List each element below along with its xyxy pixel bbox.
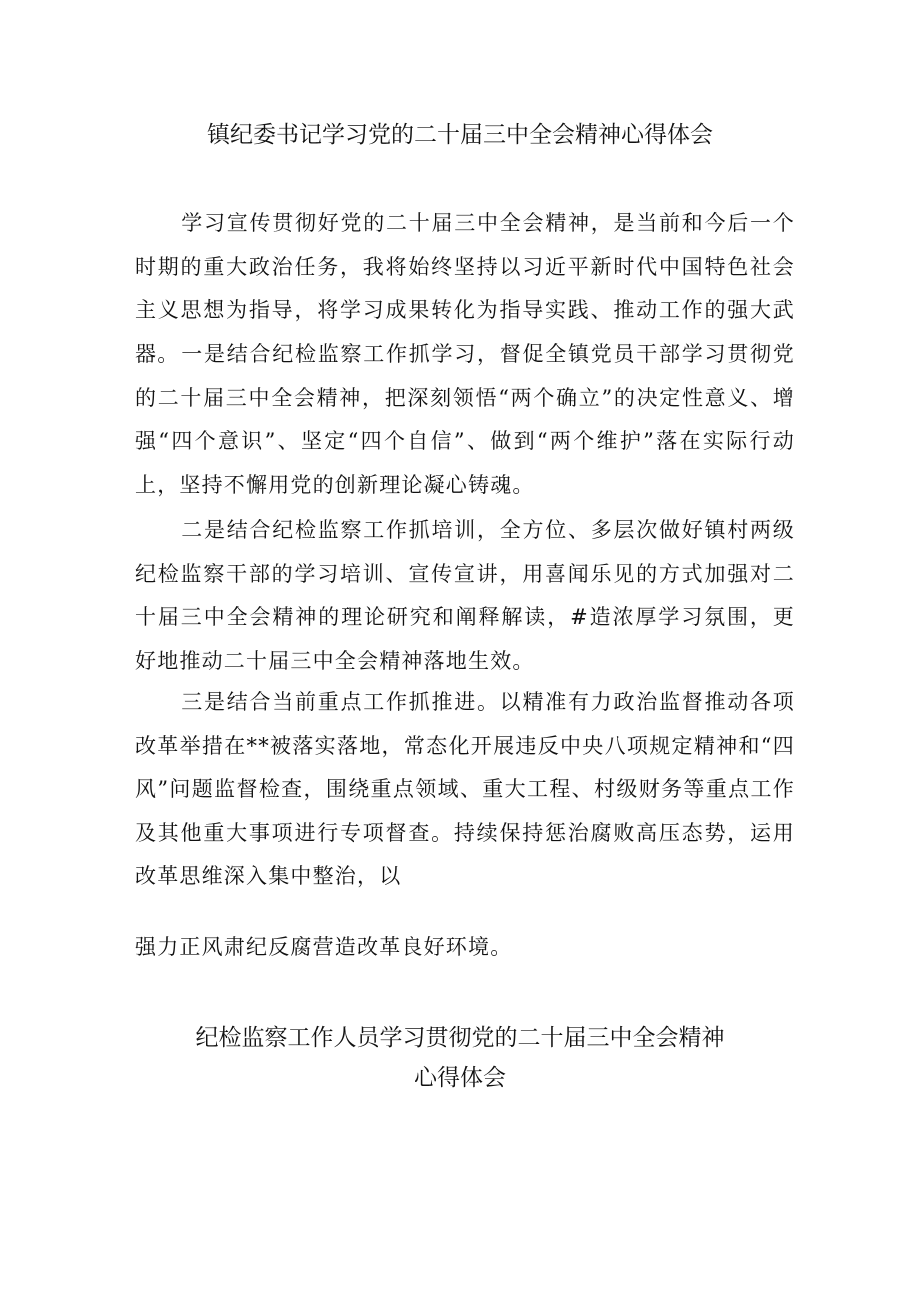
- paragraph-text: 一是结合纪检监察工作抓学习，督促全镇党员干部学习贯彻党的二十届三中全会精神，把深刻领悟“两个确立”的决定性意义、增强“四个意识”、坚定“四个自信”、做到“两个维护”落在实际行动上，坚持不懈用党的创新理论凝心铸魂。: [135, 342, 795, 497]
- paragraph-text: 三是结合当前重点工作抓推进。以精准有力政治监督推动各项改革举措在**被落实落地，常态化开展违反中央八项规定精神和“四风”问题监督检查，围绕重点领域、重大工程、村级财务等重点工作及其他重大事项进行专项督查。持续保持惩治腐败高压态势，运用改革思维深入集中整治，以: [135, 690, 795, 888]
- paragraph-point-two: [135, 509, 795, 683]
- second-title-line-1: 纪检监察工作人员学习贯彻党的二十届三中全会精神: [195, 1025, 725, 1051]
- second-document-title: [0, 1018, 920, 1098]
- paragraph-point-three: [135, 681, 795, 899]
- paragraph-text: 学习宣传贯彻好党的二十届三中全会精神，是当前和今后一个时期的重大政治任务，我将始终坚持以习近平新时代中国特色社会主义思想为指导，将学习成果转化为指导实践、推动工作的强大武器。: [135, 211, 795, 366]
- second-title-line-2: 心得体会: [414, 1065, 506, 1091]
- paragraph-point-one: [135, 333, 795, 507]
- paragraph-continuation: 强力正风肃纪反腐营造改革良好环境。: [135, 935, 513, 959]
- document-title: 镇纪委书记学习党的二十届三中全会精神心得体会: [207, 122, 713, 148]
- paragraph-text: 二是结合纪检监察工作抓培训，全方位、多层次做好镇村两级纪检监察干部的学习培训、宣传宣讲，用喜闻乐见的方式加强对二十届三中全会精神的理论研究和阐释解读，#造浓厚学习氛围，更好地推动二十届三中全会精神落地生效。: [135, 518, 795, 673]
